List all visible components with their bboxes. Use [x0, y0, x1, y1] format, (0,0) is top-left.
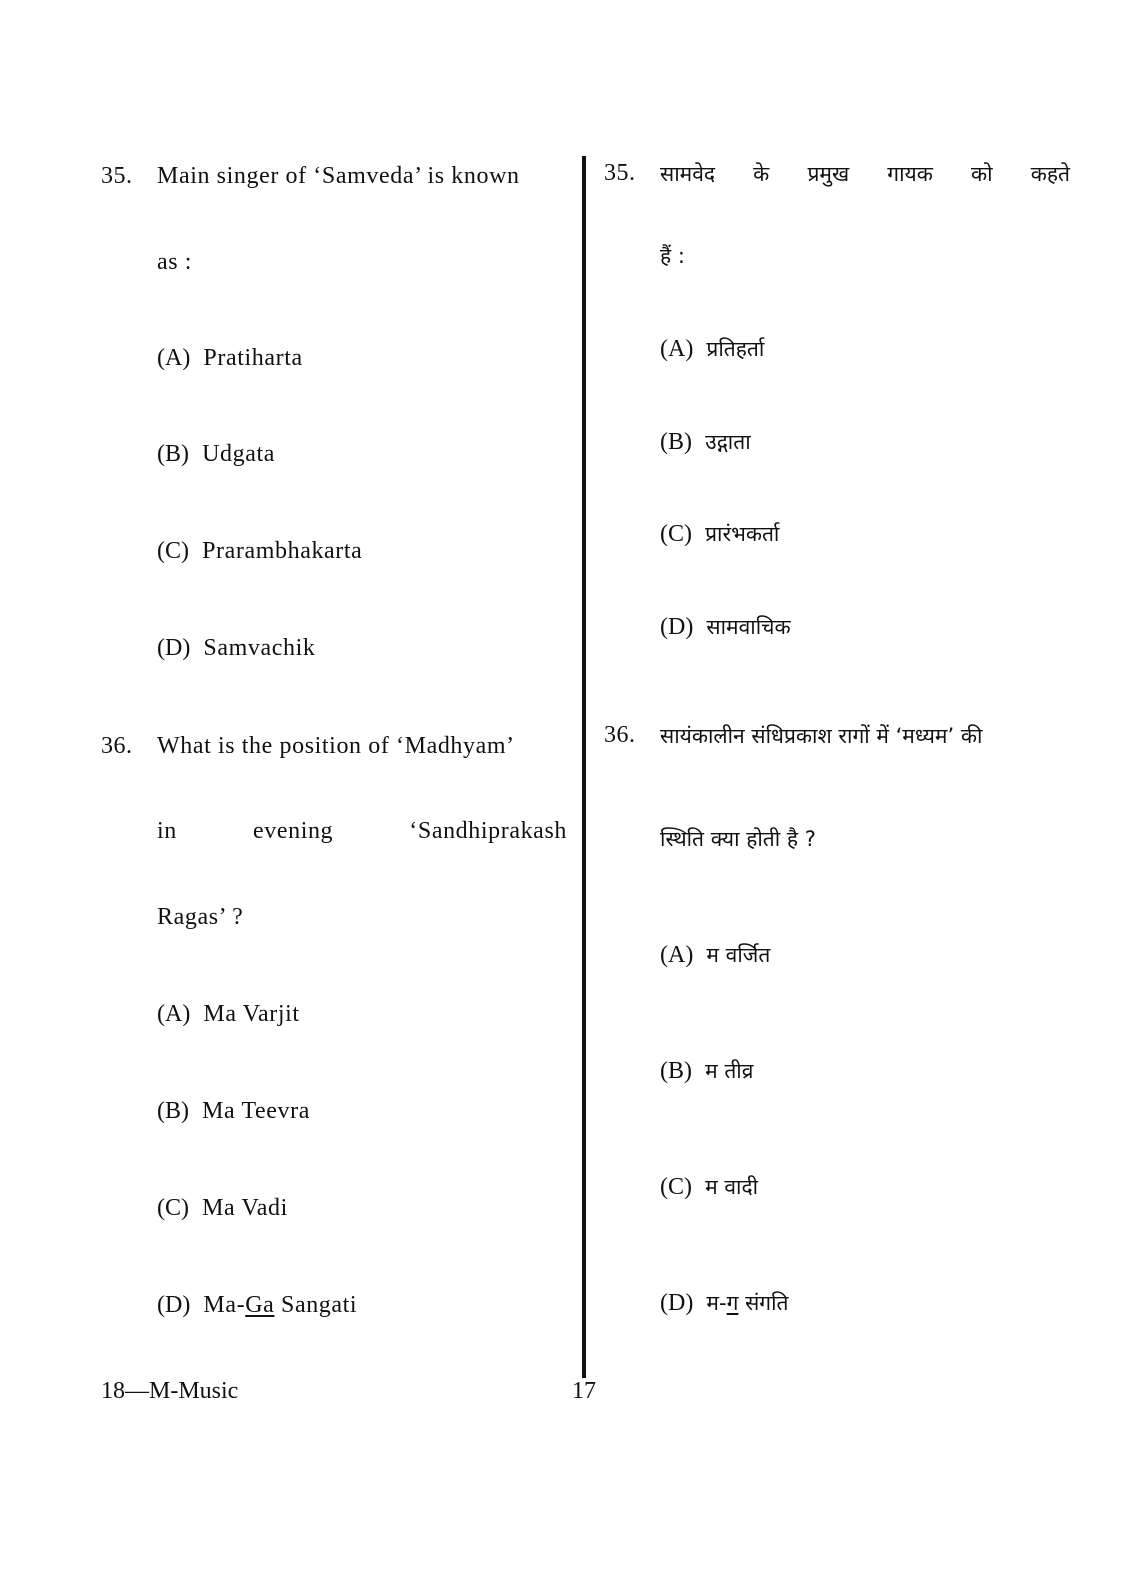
question-36-text-line2-hindi: स्थिति क्या होती है ? [660, 827, 816, 851]
column-divider [582, 156, 586, 1378]
option-text: Ma Teevra [202, 1098, 310, 1124]
option-letter: (D) [157, 1292, 191, 1318]
question-35-text-line2: as : [157, 249, 193, 275]
option-letter: (B) [660, 1058, 692, 1084]
line-word: evening [252, 818, 334, 844]
question-35-text-line1: Main singer of ‘Samveda’ is known [157, 163, 520, 189]
option-text: Samvachik [203, 635, 316, 661]
question-36-text-line1-hindi: सायंकालीन संधिप्रकाश रागों में ‘मध्यम’ की [660, 724, 983, 748]
q36-option-b-hindi [660, 1057, 753, 1085]
q35-option-a-hindi [660, 335, 764, 363]
question-35-number-hindi: 35. [604, 160, 636, 186]
line-word: ‘Sandhiprakash [409, 818, 567, 844]
option-text: Ma Vadi [202, 1195, 288, 1221]
option-text: Ma Varjit [203, 1001, 300, 1027]
q35-option-b-hindi [660, 428, 751, 456]
q35-option-d-hindi [660, 613, 791, 641]
line-word: कहते [1030, 162, 1070, 186]
option-letter: (A) [660, 942, 694, 968]
option-letter: (C) [157, 538, 189, 564]
q36-option-b [157, 1098, 310, 1125]
q35-option-c-hindi [660, 520, 779, 548]
option-letter: (B) [660, 429, 692, 455]
question-35-text-line2-hindi: हैं : [660, 244, 685, 268]
option-letter: (D) [660, 614, 694, 640]
q35-option-c [157, 538, 362, 565]
option-text: सामवाचिक [706, 615, 791, 639]
option-text: म तीव्र [705, 1059, 754, 1083]
option-letter: (A) [157, 1001, 191, 1027]
question-36-number-hindi: 36. [604, 722, 636, 748]
q36-option-c [157, 1195, 288, 1222]
question-36-text-line2 [157, 818, 567, 845]
q36-option-d [157, 1292, 357, 1319]
paper-code: 18—M-Music [101, 1378, 239, 1404]
option-text [203, 1292, 357, 1318]
question-36-text-line1: What is the position of ‘Madhyam’ [157, 733, 515, 759]
underlined-note: ग [726, 1291, 739, 1315]
underlined-note: Ga [245, 1292, 275, 1318]
option-text-suffix: Sangati [274, 1292, 358, 1318]
q36-option-d-hindi [660, 1289, 789, 1317]
option-text: म वादी [705, 1175, 759, 1199]
option-text-prefix: Ma- [203, 1292, 246, 1318]
line-word: in [157, 818, 177, 844]
option-letter: (C) [660, 521, 692, 547]
option-text: Pratiharta [203, 345, 303, 371]
line-word: को [971, 162, 993, 186]
option-letter: (B) [157, 441, 189, 467]
option-text: Prarambhakarta [202, 538, 363, 564]
q36-option-a-hindi [660, 941, 770, 969]
line-word: प्रमुख [807, 162, 850, 186]
question-36-text-line3: Ragas’ ? [157, 904, 244, 930]
option-text-prefix: म- [706, 1291, 727, 1315]
option-text: प्रारंभकर्ता [705, 522, 780, 546]
option-text: उद्गाता [705, 430, 751, 454]
option-text [706, 1291, 788, 1315]
page-number: 17 [572, 1378, 596, 1404]
question-35-number: 35. [101, 163, 133, 189]
option-letter: (D) [157, 635, 191, 661]
option-letter: (B) [157, 1098, 189, 1124]
q35-option-a [157, 345, 303, 372]
q35-option-d [157, 635, 315, 662]
option-letter: (A) [660, 336, 694, 362]
option-text: म वर्जित [706, 943, 771, 967]
option-letter: (A) [157, 345, 191, 371]
option-text: प्रतिहर्ता [706, 337, 765, 361]
question-35-text-line1-hindi [660, 160, 1070, 188]
option-letter: (C) [660, 1174, 692, 1200]
line-word: के [753, 162, 770, 186]
q35-option-b [157, 441, 275, 468]
q36-option-a [157, 1001, 300, 1028]
option-letter: (D) [660, 1290, 694, 1316]
option-text-suffix: संगति [738, 1291, 789, 1315]
option-text: Udgata [202, 441, 275, 467]
q36-option-c-hindi [660, 1173, 758, 1201]
question-36-number: 36. [101, 733, 133, 759]
line-word: सामवेद [660, 162, 716, 186]
option-letter: (C) [157, 1195, 189, 1221]
line-word: गायक [887, 162, 933, 186]
